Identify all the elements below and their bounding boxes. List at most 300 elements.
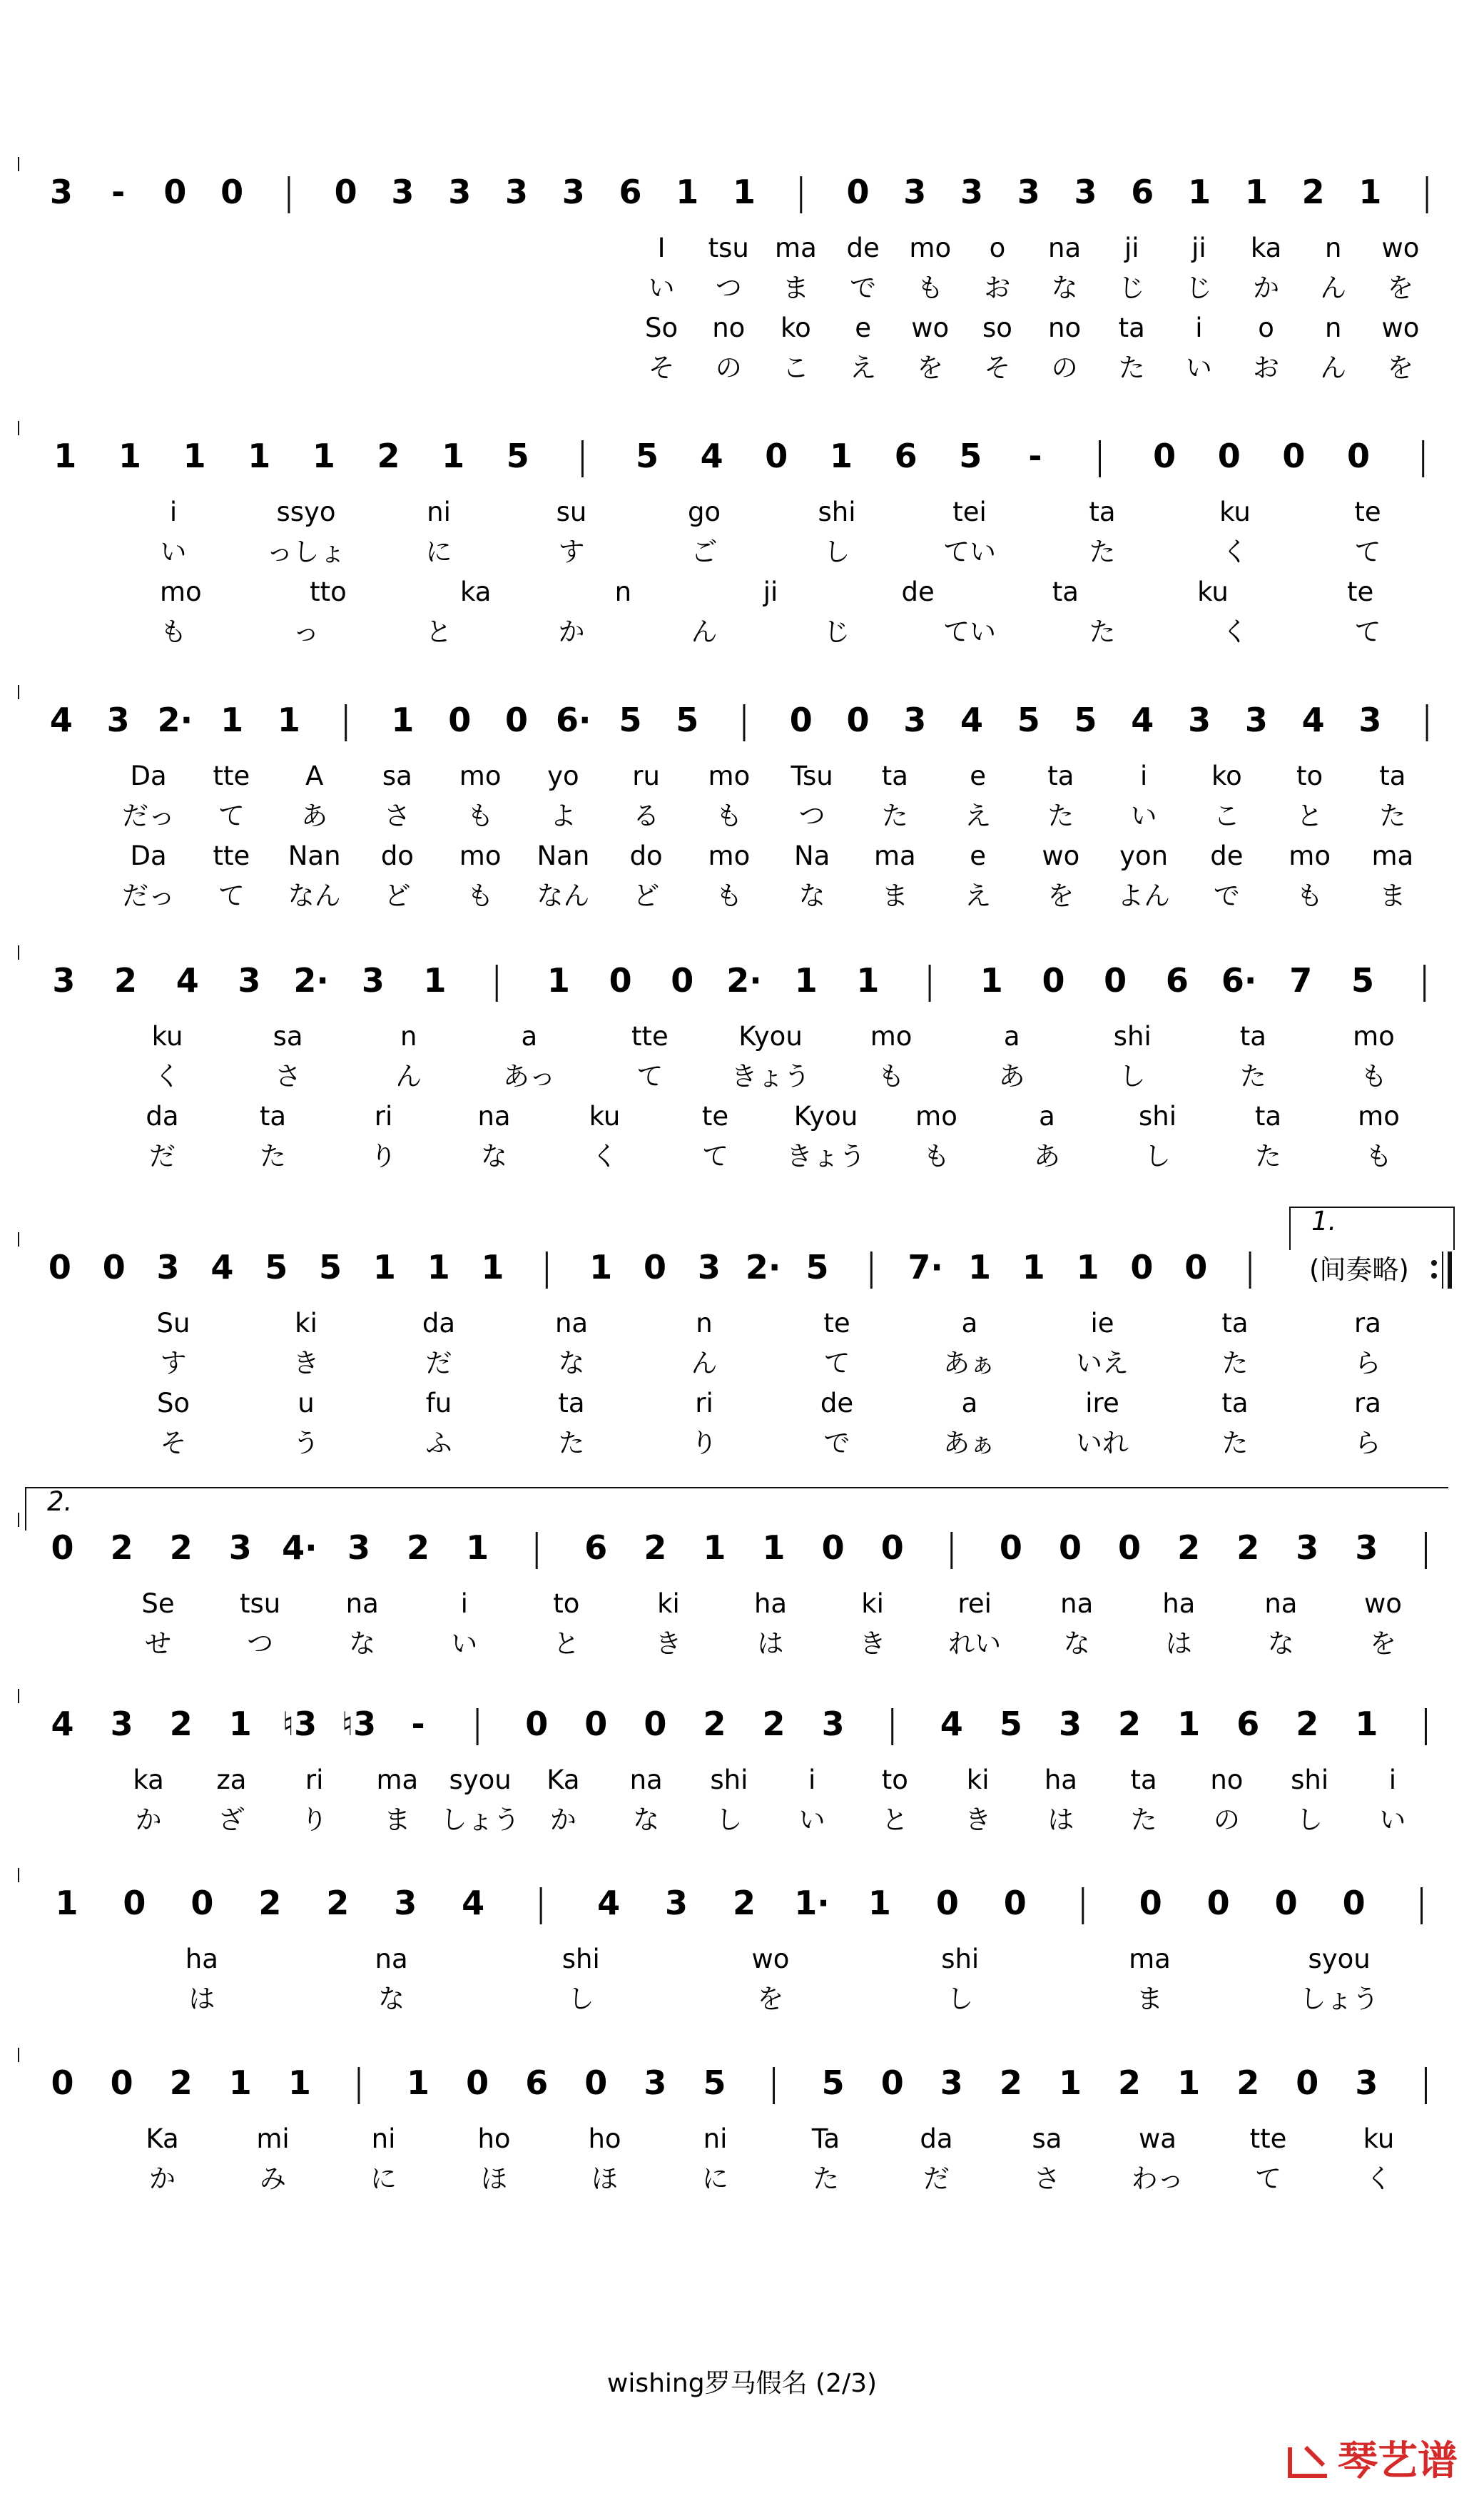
note-4-17: 1 bbox=[967, 1248, 991, 1286]
note-5-11: 1 bbox=[703, 1528, 726, 1567]
lyric-4-0-7: ie bbox=[1090, 1308, 1114, 1339]
lyric-3-0-0: ku bbox=[151, 1021, 183, 1052]
note-8-21: 0 bbox=[1296, 2063, 1319, 2102]
lyric-6-0-6: na bbox=[629, 1765, 663, 1795]
lyric-8-0-1: mi bbox=[256, 2123, 290, 2154]
lyric-3-3-4: く bbox=[591, 1141, 618, 1172]
lyric-0-1-7: じ bbox=[1118, 273, 1145, 303]
brand-logo-icon bbox=[1290, 2447, 1327, 2476]
lyric-2-3-13: で bbox=[1213, 880, 1240, 911]
lyric-8-0-10: tte bbox=[1249, 2123, 1287, 2154]
lyric-0-0-4: mo bbox=[909, 233, 952, 263]
lyric-0-0-7: ji bbox=[1124, 233, 1139, 263]
lyric-1-2-8: te bbox=[1347, 577, 1374, 607]
note-0-14: 0 bbox=[846, 173, 870, 211]
note-6-15: 4 bbox=[940, 1705, 963, 1743]
lyric-1-3-1: っ bbox=[293, 616, 320, 647]
note-3-1: 2 bbox=[114, 961, 138, 1000]
note-6-5: ♮3 bbox=[341, 1705, 377, 1743]
note-3-3: 3 bbox=[238, 961, 261, 1000]
note-7-4: 2 bbox=[326, 1884, 350, 1922]
lyric-5-0-5: ki bbox=[657, 1588, 680, 1619]
lyric-2-1-6: る bbox=[633, 801, 660, 831]
lyric-3-1-0: く bbox=[154, 1061, 181, 1092]
lyric-0-0-10: n bbox=[1325, 233, 1342, 263]
note-3-2: 4 bbox=[176, 961, 199, 1000]
note-2-1: 3 bbox=[106, 701, 130, 739]
lyric-2-0-10: e bbox=[970, 761, 987, 791]
lyric-2-3-6: ど bbox=[633, 880, 660, 911]
note-6-1: 3 bbox=[110, 1705, 133, 1743]
lyric-6-1-5: か bbox=[549, 1804, 576, 1835]
note-0-3: 0 bbox=[220, 173, 244, 211]
lyric-5-1-3: い bbox=[451, 1628, 478, 1659]
note-5-14: 0 bbox=[880, 1528, 904, 1567]
note-1-9: 5 bbox=[636, 437, 659, 475]
lyric-4-1-9: ら bbox=[1354, 1348, 1381, 1379]
lyric-0-1-11: を bbox=[1387, 273, 1414, 303]
lyric-4-2-3: ta bbox=[558, 1388, 585, 1418]
lyric-8-0-6: Ta bbox=[811, 2123, 840, 2154]
note-1-15: - bbox=[1028, 437, 1042, 475]
lyric-3-1-9: た bbox=[1239, 1061, 1266, 1092]
lyric-3-1-10: も bbox=[1360, 1061, 1387, 1092]
lyric-0-3-8: い bbox=[1185, 352, 1212, 383]
lyric-4-0-0: Su bbox=[156, 1308, 190, 1339]
note-1-13: 6 bbox=[894, 437, 918, 475]
lyric-2-3-1: て bbox=[218, 880, 245, 911]
note-8-18: 2 bbox=[1118, 2063, 1142, 2102]
lyric-5-1-12: を bbox=[1369, 1628, 1396, 1659]
lyric-3-0-8: shi bbox=[1113, 1021, 1152, 1052]
note-6-22: 1 bbox=[1355, 1705, 1378, 1743]
lyric-2-0-15: ta bbox=[1379, 761, 1406, 791]
lyric-4-0-9: ra bbox=[1354, 1308, 1381, 1339]
lyric-5-0-1: tsu bbox=[239, 1588, 281, 1619]
lyric-5-1-0: せ bbox=[145, 1628, 172, 1659]
lyric-4-3-8: た bbox=[1221, 1428, 1249, 1458]
lyric-5-0-7: ki bbox=[861, 1588, 884, 1619]
lyric-8-0-0: Ka bbox=[146, 2123, 179, 2154]
lyric-8-1-8: さ bbox=[1034, 2163, 1060, 2194]
note-3-15: 1 bbox=[980, 961, 1003, 1000]
note-3-9: 0 bbox=[609, 961, 632, 1000]
lyric-2-0-11: ta bbox=[1047, 761, 1074, 791]
note-2-15: 3 bbox=[903, 701, 927, 739]
lyric-0-0-6: na bbox=[1048, 233, 1082, 263]
note-5-3: 3 bbox=[228, 1528, 252, 1567]
lyric-8-1-3: ほ bbox=[481, 2163, 507, 2194]
lyric-2-3-7: も bbox=[716, 880, 743, 911]
lyric-2-2-8: Na bbox=[793, 841, 830, 871]
lyric-2-3-2: なん bbox=[288, 880, 341, 911]
lyric-2-2-3: do bbox=[380, 841, 414, 871]
note-1-3: 1 bbox=[248, 437, 271, 475]
lyric-2-2-12: yon bbox=[1119, 841, 1169, 871]
note-3-12: 1 bbox=[794, 961, 818, 1000]
lyric-5-1-2: な bbox=[349, 1628, 376, 1659]
lyric-4-3-9: ら bbox=[1354, 1428, 1381, 1458]
note-5-10: 2 bbox=[644, 1528, 667, 1567]
note-5-7: 1 bbox=[466, 1528, 489, 1567]
lyric-0-2-9: o bbox=[1258, 313, 1274, 343]
note-5-22: 3 bbox=[1355, 1528, 1378, 1567]
repeat-dot bbox=[1431, 1260, 1437, 1266]
note-4-7: 1 bbox=[427, 1248, 450, 1286]
lyric-4-0-5: te bbox=[823, 1308, 850, 1339]
note-3-11: 2· bbox=[726, 961, 762, 1000]
lyric-2-2-5: Nan bbox=[537, 841, 590, 871]
lyric-5-1-10: は bbox=[1165, 1628, 1192, 1659]
lyric-8-0-9: wa bbox=[1139, 2123, 1176, 2154]
lyric-6-1-0: か bbox=[135, 1804, 162, 1835]
note-8-2: 2 bbox=[169, 2063, 193, 2102]
lyric-4-3-3: た bbox=[558, 1428, 585, 1458]
lyric-4-1-0: す bbox=[160, 1348, 187, 1379]
note-2-20: 3 bbox=[1188, 701, 1211, 739]
note-2-9: 6· bbox=[555, 701, 591, 739]
lyric-2-3-10: え bbox=[965, 880, 992, 911]
lyric-0-3-9: お bbox=[1253, 352, 1280, 383]
note-2-10: 5 bbox=[619, 701, 642, 739]
lyric-3-0-3: a bbox=[521, 1021, 538, 1052]
lyric-4-2-2: fu bbox=[425, 1388, 452, 1418]
note-0-7: 3 bbox=[448, 173, 472, 211]
note-5-17: 0 bbox=[1058, 1528, 1082, 1567]
note-7-18: 0 bbox=[1274, 1884, 1298, 1922]
lyric-2-1-9: た bbox=[881, 801, 908, 831]
lyric-0-2-0: So bbox=[645, 313, 679, 343]
lyric-2-2-14: mo bbox=[1289, 841, 1331, 871]
note-5-1: 2 bbox=[110, 1528, 133, 1567]
lyric-6-1-8: い bbox=[798, 1804, 825, 1835]
lyric-1-0-9: te bbox=[1354, 497, 1381, 527]
lyric-0-0-0: I bbox=[657, 233, 666, 263]
lyric-0-3-1: の bbox=[715, 352, 742, 383]
note-5-0: 0 bbox=[51, 1528, 74, 1567]
lyric-1-1-3: す bbox=[558, 537, 585, 567]
lyric-3-3-0: だ bbox=[149, 1141, 176, 1172]
note-2-11: 5 bbox=[676, 701, 699, 739]
lyric-5-1-8: れい bbox=[948, 1628, 1002, 1659]
note-2-19: 4 bbox=[1131, 701, 1154, 739]
note-0-0: 3 bbox=[49, 173, 73, 211]
lyric-7-1-0: は bbox=[188, 1984, 215, 2014]
lyric-2-0-2: A bbox=[305, 761, 324, 791]
note-6-9: 0 bbox=[584, 1705, 608, 1743]
lyric-0-2-6: no bbox=[1048, 313, 1082, 343]
volta-number: 2. bbox=[47, 1486, 73, 1517]
lyric-2-0-5: yo bbox=[547, 761, 579, 791]
lyric-2-2-7: mo bbox=[708, 841, 751, 871]
note-3-17: 0 bbox=[1104, 961, 1127, 1000]
lyric-0-2-11: wo bbox=[1381, 313, 1420, 343]
lyric-0-2-10: n bbox=[1325, 313, 1342, 343]
note-7-2: 0 bbox=[190, 1884, 214, 1922]
lyric-3-2-6: Kyou bbox=[793, 1101, 858, 1132]
lyric-2-2-0: Da bbox=[130, 841, 167, 871]
lyric-3-1-2: ん bbox=[395, 1061, 422, 1092]
note-4-21: 0 bbox=[1184, 1248, 1208, 1286]
lyric-4-2-1: u bbox=[298, 1388, 315, 1418]
lyric-6-1-15: い bbox=[1379, 1804, 1406, 1835]
lyric-1-1-0: い bbox=[160, 537, 187, 567]
lyric-0-1-5: お bbox=[984, 273, 1011, 303]
lyric-0-3-2: こ bbox=[782, 352, 809, 383]
lyric-1-0-0: i bbox=[169, 497, 178, 527]
lyric-3-0-5: Kyou bbox=[738, 1021, 803, 1052]
volta-bracket bbox=[26, 1488, 1448, 1530]
note-4-10: 1 bbox=[589, 1248, 613, 1286]
lyric-8-0-5: ni bbox=[703, 2123, 728, 2154]
lyric-3-0-2: n bbox=[400, 1021, 417, 1052]
lyric-3-2-11: mo bbox=[1358, 1101, 1400, 1132]
lyric-6-0-15: i bbox=[1388, 1765, 1397, 1795]
lyric-4-1-7: いえ bbox=[1076, 1348, 1129, 1379]
note-8-7: 0 bbox=[466, 2063, 489, 2102]
note-4-16: 7· bbox=[908, 1248, 943, 1286]
note-6-2: 2 bbox=[169, 1705, 193, 1743]
note-6-13: 3 bbox=[821, 1705, 845, 1743]
note-2-13: 0 bbox=[789, 701, 813, 739]
note-2-14: 0 bbox=[846, 701, 870, 739]
lyric-2-1-14: と bbox=[1296, 801, 1323, 831]
lyric-1-3-3: か bbox=[558, 616, 585, 647]
interlude-label: (间奏略) bbox=[1309, 1254, 1409, 1285]
lyric-2-3-4: も bbox=[467, 880, 494, 911]
note-8-11: 5 bbox=[703, 2063, 726, 2102]
note-8-1: 0 bbox=[110, 2063, 133, 2102]
lyric-7-1-2: し bbox=[567, 1984, 594, 2014]
lyric-1-1-2: に bbox=[425, 537, 452, 567]
lyric-7-0-4: shi bbox=[941, 1944, 980, 1974]
note-0-15: 3 bbox=[903, 173, 927, 211]
note-8-15: 3 bbox=[940, 2063, 963, 2102]
lyric-6-0-14: shi bbox=[1291, 1765, 1329, 1795]
lyric-6-1-7: し bbox=[716, 1804, 743, 1835]
lyric-3-0-6: mo bbox=[870, 1021, 913, 1052]
note-8-3: 1 bbox=[228, 2063, 252, 2102]
note-5-6: 2 bbox=[407, 1528, 430, 1567]
note-2-4: 1 bbox=[277, 701, 300, 739]
note-4-2: 3 bbox=[156, 1248, 180, 1286]
lyric-6-0-12: ta bbox=[1130, 1765, 1157, 1795]
lyric-3-3-6: きょう bbox=[786, 1141, 865, 1172]
note-0-11: 1 bbox=[676, 173, 699, 211]
note-7-10: 2 bbox=[732, 1884, 756, 1922]
note-6-3: 1 bbox=[228, 1705, 252, 1743]
note-1-7: 5 bbox=[506, 437, 529, 475]
lyric-5-0-2: na bbox=[345, 1588, 379, 1619]
lyric-0-3-11: を bbox=[1387, 352, 1414, 383]
lyric-1-2-2: ka bbox=[459, 577, 492, 607]
lyric-8-1-7: だ bbox=[923, 2163, 950, 2194]
lyric-2-0-7: mo bbox=[708, 761, 751, 791]
lyric-2-2-6: do bbox=[629, 841, 663, 871]
note-6-12: 2 bbox=[762, 1705, 786, 1743]
note-1-6: 1 bbox=[442, 437, 465, 475]
lyric-0-1-10: ん bbox=[1320, 273, 1347, 303]
lyric-4-1-1: き bbox=[293, 1348, 320, 1379]
lyric-1-3-6: てい bbox=[943, 616, 996, 647]
note-4-3: 4 bbox=[210, 1248, 234, 1286]
lyric-3-2-1: ta bbox=[259, 1101, 287, 1132]
lyric-8-0-7: da bbox=[920, 2123, 953, 2154]
lyric-0-2-5: so bbox=[982, 313, 1012, 343]
lyric-2-3-3: ど bbox=[384, 880, 411, 911]
lyric-3-3-1: た bbox=[260, 1141, 286, 1172]
lyric-8-0-8: sa bbox=[1032, 2123, 1062, 2154]
lyric-1-1-9: て bbox=[1354, 537, 1381, 567]
lyric-1-1-1: っしょ bbox=[266, 537, 346, 567]
lyric-2-0-6: ru bbox=[632, 761, 660, 791]
note-4-11: 0 bbox=[643, 1248, 667, 1286]
lyric-4-1-3: な bbox=[558, 1348, 585, 1379]
lyric-6-1-9: と bbox=[881, 1804, 908, 1835]
lyric-6-1-3: ま bbox=[384, 1804, 411, 1835]
lyric-6-1-4: しょう bbox=[440, 1804, 520, 1835]
note-0-23: 1 bbox=[1358, 173, 1382, 211]
lyric-5-1-11: な bbox=[1267, 1628, 1294, 1659]
lyric-7-0-5: ma bbox=[1129, 1944, 1171, 1974]
lyric-0-3-5: そ bbox=[984, 352, 1011, 383]
lyric-7-1-1: な bbox=[378, 1984, 405, 2014]
note-8-4: 1 bbox=[288, 2063, 311, 2102]
lyric-1-3-0: も bbox=[160, 616, 187, 647]
note-4-6: 1 bbox=[372, 1248, 396, 1286]
lyric-4-0-6: a bbox=[961, 1308, 978, 1339]
lyric-8-1-0: か bbox=[149, 2163, 176, 2194]
note-3-8: 1 bbox=[547, 961, 570, 1000]
lyric-0-0-9: ka bbox=[1250, 233, 1282, 263]
lyric-4-0-2: da bbox=[422, 1308, 456, 1339]
note-2-21: 3 bbox=[1244, 701, 1268, 739]
lyric-0-2-2: ko bbox=[781, 313, 811, 343]
note-4-13: 2· bbox=[745, 1248, 781, 1286]
lyric-4-2-6: a bbox=[961, 1388, 978, 1418]
lyric-8-1-1: み bbox=[260, 2163, 286, 2194]
note-1-11: 0 bbox=[765, 437, 788, 475]
lyric-3-3-8: あ bbox=[1034, 1141, 1060, 1172]
lyric-2-3-8: な bbox=[798, 880, 825, 911]
lyric-3-0-4: tte bbox=[631, 1021, 669, 1052]
lyric-1-0-4: go bbox=[687, 497, 721, 527]
lyric-7-0-2: shi bbox=[561, 1944, 600, 1974]
lyric-4-2-8: ta bbox=[1221, 1388, 1249, 1418]
lyric-1-0-2: ni bbox=[427, 497, 451, 527]
repeat-dot bbox=[1431, 1273, 1437, 1279]
lyric-2-1-8: つ bbox=[798, 801, 825, 831]
lyric-4-0-1: ki bbox=[295, 1308, 317, 1339]
lyric-4-0-4: n bbox=[696, 1308, 713, 1339]
note-1-0: 1 bbox=[54, 437, 77, 475]
note-8-0: 0 bbox=[51, 2063, 74, 2102]
note-6-4: ♮3 bbox=[282, 1705, 317, 1743]
note-3-4: 2· bbox=[293, 961, 329, 1000]
note-7-19: 0 bbox=[1342, 1884, 1366, 1922]
lyric-2-0-8: Tsu bbox=[791, 761, 833, 791]
note-3-10: 0 bbox=[671, 961, 694, 1000]
note-2-18: 5 bbox=[1074, 701, 1097, 739]
lyric-4-3-5: で bbox=[823, 1428, 850, 1458]
lyric-1-2-7: ku bbox=[1197, 577, 1229, 607]
lyric-2-0-4: mo bbox=[459, 761, 502, 791]
note-2-16: 4 bbox=[960, 701, 984, 739]
lyric-3-1-1: さ bbox=[275, 1061, 302, 1092]
lyric-1-3-9: て bbox=[1354, 616, 1381, 647]
note-8-10: 3 bbox=[644, 2063, 667, 2102]
lyric-1-2-3: n bbox=[614, 577, 632, 607]
lyric-3-0-10: mo bbox=[1353, 1021, 1395, 1052]
note-3-21: 5 bbox=[1351, 961, 1374, 1000]
lyric-5-0-0: Se bbox=[141, 1588, 175, 1619]
lyric-6-1-12: た bbox=[1130, 1804, 1157, 1835]
note-4-8: 1 bbox=[481, 1248, 504, 1286]
lyric-6-1-13: の bbox=[1213, 1804, 1240, 1835]
lyric-3-3-10: た bbox=[1255, 1141, 1281, 1172]
note-6-18: 2 bbox=[1118, 1705, 1142, 1743]
note-2-2: 2· bbox=[157, 701, 193, 739]
lyric-8-1-2: に bbox=[370, 2163, 397, 2194]
lyric-1-3-8: く bbox=[1221, 616, 1249, 647]
lyric-6-0-0: ka bbox=[133, 1765, 164, 1795]
lyric-2-2-10: e bbox=[970, 841, 987, 871]
lyric-2-1-7: も bbox=[716, 801, 743, 831]
note-0-16: 3 bbox=[960, 173, 984, 211]
lyric-8-1-9: わっ bbox=[1131, 2163, 1184, 2194]
note-1-12: 1 bbox=[829, 437, 853, 475]
lyric-2-1-2: あ bbox=[301, 801, 328, 831]
lyric-6-0-11: ha bbox=[1044, 1765, 1077, 1795]
note-8-14: 0 bbox=[880, 2063, 904, 2102]
lyric-0-2-7: ta bbox=[1118, 313, 1145, 343]
lyric-0-3-3: え bbox=[850, 352, 877, 383]
lyric-8-1-4: ほ bbox=[591, 2163, 618, 2194]
lyric-6-1-6: な bbox=[633, 1804, 660, 1835]
lyric-1-2-5: de bbox=[901, 577, 935, 607]
note-4-14: 5 bbox=[805, 1248, 829, 1286]
lyric-5-0-8: rei bbox=[957, 1588, 992, 1619]
lyric-2-2-13: de bbox=[1210, 841, 1244, 871]
note-3-18: 6 bbox=[1165, 961, 1189, 1000]
lyric-2-0-3: sa bbox=[382, 761, 412, 791]
lyric-8-0-4: ho bbox=[588, 2123, 621, 2154]
lyric-3-2-2: ri bbox=[374, 1101, 393, 1132]
lyric-0-1-4: も bbox=[917, 273, 944, 303]
lyric-3-1-3: あっ bbox=[502, 1061, 556, 1092]
lyric-4-0-8: ta bbox=[1221, 1308, 1249, 1339]
lyric-4-2-4: ri bbox=[695, 1388, 713, 1418]
note-5-9: 6 bbox=[584, 1528, 608, 1567]
lyric-3-3-7: も bbox=[923, 1141, 950, 1172]
note-1-19: 0 bbox=[1282, 437, 1306, 475]
lyric-6-1-10: き bbox=[965, 1804, 992, 1835]
lyric-2-1-3: さ bbox=[384, 801, 411, 831]
note-3-6: 1 bbox=[423, 961, 447, 1000]
lyric-7-0-3: wo bbox=[751, 1944, 790, 1974]
lyric-0-0-8: ji bbox=[1191, 233, 1206, 263]
note-0-6: 3 bbox=[391, 173, 415, 211]
lyric-2-2-1: tte bbox=[213, 841, 250, 871]
note-7-16: 0 bbox=[1139, 1884, 1162, 1922]
brand-name: 琴艺谱 bbox=[1338, 2438, 1458, 2484]
lyric-0-0-11: wo bbox=[1381, 233, 1420, 263]
lyric-1-1-5: し bbox=[823, 537, 850, 567]
lyric-6-1-11: は bbox=[1047, 1804, 1074, 1835]
lyric-2-0-12: i bbox=[1139, 761, 1148, 791]
note-5-18: 0 bbox=[1118, 1528, 1142, 1567]
lyric-0-3-7: た bbox=[1118, 352, 1145, 383]
